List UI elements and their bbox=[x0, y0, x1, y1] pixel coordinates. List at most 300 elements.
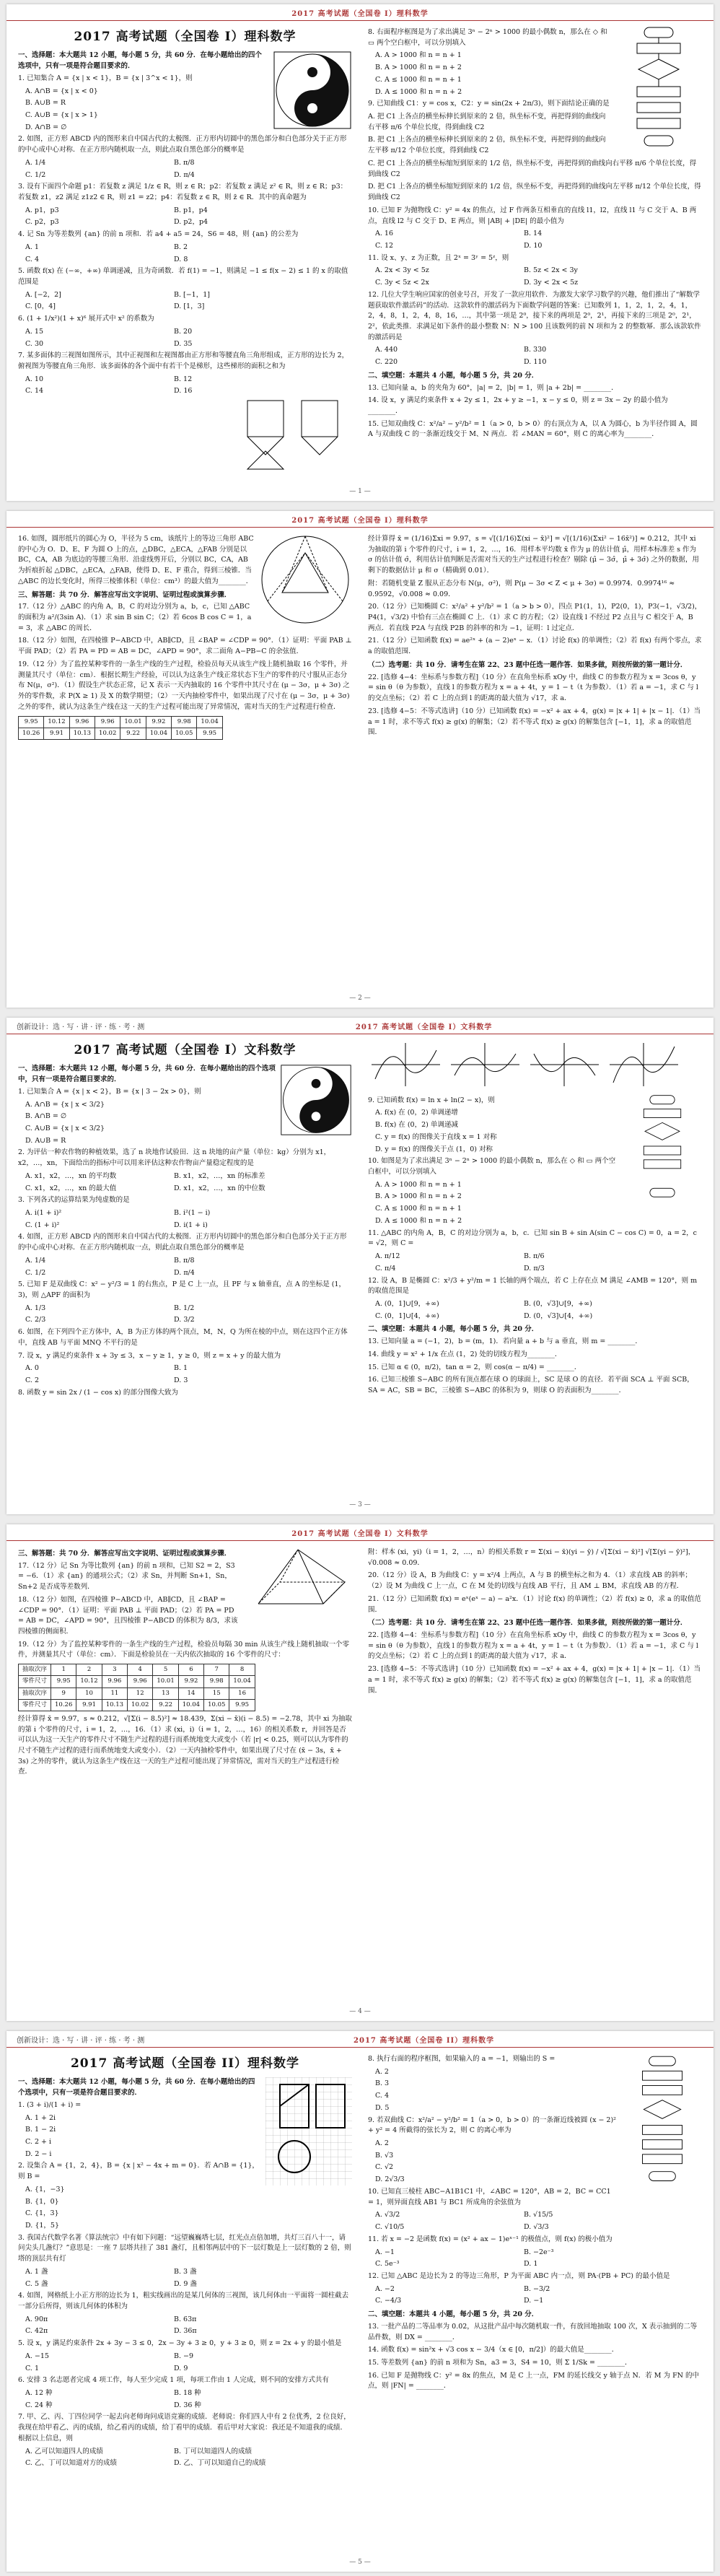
data-table bbox=[18, 716, 223, 740]
question-text: 经计算得 x̄ = 9.97，s ≈ 0.212，√[Σ(i − 8.5)²] ≈ 18.439，Σ(xi − x̄)(i − 8.5) = −2.78，其中 xi 为抽取的第 i 个零件的尺寸，i = 1，2，…，16．（1）求 (xi，i)（i = 1，2，…，16）的相关系数 r，并回答是否可以认为这一天生产的零件尺寸不随生产过程的进行而系统地变大或变小（若 |r| < 0.25，则可以认为零件的尺寸不随生产过程的进行而系统地变大或变小）．（2）一天内抽检零件中，如果出现了尺寸在 (x̄ − 3s，x̄ + 3s) 之外的零件，就认为这条生产线在这一天的生产过程可能出现了异常情况，需对当天的生产过程进行检查． bbox=[18, 1714, 352, 1776]
answer-option: D. A ≤ 1000 和 n = n + 2 bbox=[375, 87, 462, 96]
question-text: 9. 已知函数 f(x) = ln x + ln(2 − x)，则 bbox=[368, 1096, 495, 1104]
answer-option: D. 3/2 bbox=[174, 1316, 195, 1324]
question-text: 1. (3 + i)/(1 + i) = bbox=[18, 2100, 82, 2109]
page-4 bbox=[6, 1524, 714, 2021]
question-text: 3. 下列各式的运算结果为纯虚数的是 bbox=[18, 1196, 130, 1205]
table-cell: 10.13 bbox=[102, 1699, 127, 1711]
answer-option: D. √3/3 bbox=[524, 2223, 549, 2232]
question-text: 15. 已知 α ∈ (0，π/2)，tan α = 2，则 cos(α − π/4) = ________． bbox=[368, 1363, 581, 1371]
table-cell: 9.98 bbox=[204, 1676, 229, 1688]
table-cell: 零件尺寸 bbox=[19, 1699, 51, 1711]
flowchart-figure bbox=[615, 26, 702, 152]
answer-option: B. −9 bbox=[174, 2352, 194, 2360]
answer-options bbox=[18, 2447, 352, 2469]
function-graphs-figure bbox=[368, 1039, 685, 1090]
answer-options bbox=[18, 327, 352, 349]
answer-option: A. π/12 bbox=[375, 1252, 400, 1261]
answer-options bbox=[368, 51, 611, 97]
question-text: 13. 已知向量 a = (−1，2)，b = (m，1)．若向量 a + b 与 a 垂直，则 m = ________． bbox=[368, 1337, 642, 1346]
answer-option: A. −2 bbox=[375, 2284, 395, 2293]
table-cell: 5 bbox=[153, 1664, 178, 1676]
answer-option: C. A ≤ 1000 和 n = n + 1 bbox=[375, 1205, 462, 1213]
table-cell: 9 bbox=[51, 1688, 76, 1699]
question-text: 14. 函数 f(x) = sin²x + √3 cos x − 3/4（x ∈ [0，π/2]）的最大值是________． bbox=[368, 2346, 619, 2354]
answer-option: A. 1/4 bbox=[25, 1256, 46, 1265]
table-cell: 10.04 bbox=[229, 1676, 255, 1688]
answer-options bbox=[368, 2067, 618, 2114]
table-cell: 10.12 bbox=[76, 1676, 102, 1688]
page-header bbox=[6, 1524, 714, 1541]
answer-option: C. 1/2 bbox=[25, 170, 46, 179]
table-cell: 抽取次序 bbox=[19, 1664, 51, 1676]
question-text: 23. [选修 4−5：不等式选讲]（10 分）已知函数 f(x) = −x² + ax + 4，g(x) = |x + 1| + |x − 1|．（1）当 a = 1 时，求不等式 f(x) ≥ g(x) 的解集；（2）若不等式 f(x) ≥ g(x) 的解集包含 [−1，1]，求 a 的取值范围． bbox=[368, 1665, 701, 1695]
answer-option: C. 220 bbox=[375, 358, 398, 367]
answer-option: A. 15 bbox=[25, 327, 43, 336]
answer-options bbox=[368, 1180, 618, 1227]
answer-options bbox=[18, 1171, 352, 1194]
table-cell: 2 bbox=[76, 1664, 102, 1676]
pyramid-figure bbox=[244, 1546, 352, 1618]
question-text: 4. 如图，正方形 ABCD 内的图形来自中国古代的太极图．正方形内切圆中的黑色部分和白色部分关于正方形的中心成中心对称．在正方形内随机取一点，则此点取自黑色部分的概率是 bbox=[18, 1233, 347, 1252]
right-column bbox=[368, 26, 702, 476]
answer-option: D. 2√3/3 bbox=[375, 2175, 405, 2184]
table-cell: 9.96 bbox=[95, 716, 120, 728]
right-column bbox=[368, 2053, 702, 2547]
answer-option: D. 8 bbox=[174, 255, 188, 263]
answer-option: B. −3/2 bbox=[524, 2284, 550, 2293]
section-heading: 二、填空题：本题共 4 小题，每小题 5 分，共 20 分． bbox=[368, 1325, 539, 1334]
grid-three-view-figure bbox=[265, 2077, 352, 2186]
question-text: 3. 设有下面四个命题 p1：若复数 z 满足 1/z ∈ R，则 z ∈ R；p2：若复数 z 满足 z² ∈ R，则 z ∈ R；p3：若复数 z1，z2 满足 z1z2 ∈ R，则 z1 = z2；p4：若复数 z ∈ R，则 z̄ ∈ R．其中的真命题为 bbox=[18, 183, 348, 201]
answer-option: C. (1 + i)² bbox=[25, 1221, 60, 1229]
table-cell: 10 bbox=[76, 1688, 102, 1699]
section-heading: 一、选择题：本大题共 12 小题，每小题 5 分，共 60 分．在每小题给出的四个选项中，只有一项是符合题目要求的． bbox=[18, 51, 262, 71]
question-text: 12. 几位大学生响应国家的创业号召，开发了一款应用软件．为激发大家学习数学的兴趣，他们推出了“解数学题获取软件激活码”的活动．这款软件的激活码为下面数学问题的答案：已知数列 1，1，2，1，2，4，1，2，4，8，1，2，4，8，16，…，其中第一项是 2⁰，接下来的两项是 2⁰，2¹，再接下来的三项是 2⁰，2¹，2²，依此类推．求满足如下条件的最小整数 N：N > 100 且该数列的前 N 项和为 2 的整数幂．那么该款软件的激活码是 bbox=[368, 290, 701, 341]
table-row bbox=[19, 1676, 255, 1688]
question-text: 12. 已知 △ABC 是边长为 2 的等边三角形，P 为平面 ABC 内一点，则 PA·(PB + PC) 的最小值是 bbox=[368, 2271, 670, 2280]
table-cell: 10.02 bbox=[95, 728, 120, 739]
question-text: 19.（12 分）为了监控某种零件的一条生产线的生产过程，检验员每隔 30 min 从该生产线上随机抽取一个零件，并测量其尺寸（单位：cm）．下面是检验员在一天内依次抽取的 16 个零件的尺寸： bbox=[18, 1640, 350, 1659]
answer-option: C. 2 + i bbox=[25, 2137, 52, 2146]
page-header bbox=[6, 2031, 714, 2048]
table-cell: 3 bbox=[102, 1664, 127, 1676]
answer-option: D. 9 bbox=[174, 2364, 188, 2372]
answer-option: A. A > 1000 和 n = n + 1 bbox=[375, 51, 462, 60]
question-text: 4. 记 Sn 为等差数列 {an} 的前 n 项和．若 a4 + a5 = 24，S6 = 48，则 {an} 的公差为 bbox=[18, 230, 299, 239]
question-text: 6. 如图，在下列四个正方体中，A，B 为正方体的两个顶点，M，N，Q 为所在棱的中点，则在这四个正方体中，直线 AB 与平面 MNQ 不平行的是 bbox=[18, 1328, 348, 1347]
table-cell: 9.95 bbox=[197, 728, 222, 739]
answer-option: D. 110 bbox=[524, 358, 547, 367]
header-title: 2017 高考试题（全国卷 I）理科数学 bbox=[291, 9, 429, 18]
question-text: 8. 右面程序框图是为了求出满足 3ⁿ − 2ⁿ > 1000 的最小偶数 n，那么在 ◇ 和 ▭ 两个空白框中，可以分别填入 bbox=[368, 28, 607, 47]
answer-options bbox=[18, 2113, 261, 2160]
question-text: 10. 已知 F 为抛物线 C：y² = 4x 的焦点，过 F 作两条互相垂直的直线 l1，l2，直线 l1 与 C 交于 A、B 两点，直线 l2 与 C 交于 D、E 两点，则 |AB| + |DE| 的最小值为 bbox=[368, 206, 697, 225]
flowchart-figure bbox=[623, 2053, 702, 2190]
table-cell: 10.05 bbox=[204, 1699, 229, 1711]
answer-option: A. 1 bbox=[25, 243, 39, 251]
answer-option: A. [−2，2] bbox=[25, 290, 61, 299]
question-text: A. 把 C1 上各点的横坐标伸长到原来的 2 倍，纵坐标不变，再把得到的曲线向右平移 π/6 个单位长度，得到曲线 C2 bbox=[368, 113, 606, 131]
answer-option: A. i(1 + i)² bbox=[25, 1208, 62, 1217]
table-cell: 10.26 bbox=[51, 1699, 76, 1711]
table-cell: 抽取次序 bbox=[19, 1688, 51, 1699]
answer-option: A. 乙可以知道四人的成绩 bbox=[25, 2447, 103, 2455]
table-row bbox=[19, 728, 223, 739]
answer-option: C. 4 bbox=[25, 255, 40, 263]
question-text: 8. 函数 y = sin 2x / (1 − cos x) 的部分图像大致为 bbox=[18, 1388, 178, 1397]
answer-option: A. f(x) 在 (0，2) 单调递增 bbox=[375, 1109, 458, 1117]
answer-option: D. p2，p4 bbox=[174, 218, 208, 227]
answer-option: C. 1/2 bbox=[25, 1268, 46, 1277]
page-footer: — 1 — bbox=[349, 488, 371, 495]
table-cell: 7 bbox=[204, 1664, 229, 1676]
question-text: 8. 执行右面的程序框图，如果输入的 a = −1，则输出的 S = bbox=[368, 2055, 556, 2063]
answer-option: C. π/4 bbox=[375, 1264, 396, 1272]
answer-option: D. π/4 bbox=[174, 1268, 195, 1277]
table-cell: 10.04 bbox=[178, 1699, 203, 1711]
table-row bbox=[19, 1688, 255, 1699]
answer-options bbox=[18, 1208, 352, 1231]
taiji-figure bbox=[280, 1064, 352, 1136]
header-title: 2017 高考试题（全国卷 I）文科数学 bbox=[291, 1529, 429, 1538]
table-cell: 9.91 bbox=[44, 728, 69, 739]
answer-option: B. 12 bbox=[174, 375, 193, 383]
question-text: 22. [选修 4−4：坐标系与参数方程]（10 分）在直角坐标系 xOy 中，曲线 C 的参数方程为 x = 3cos θ，y = sin θ（θ 为参数），直线 l 的参数方程为 x = a + 4t，y = 1 − t（t 为参数）．（1）若 a = −1，求 C 与 l 的交点坐标；（2）若 C 上的点到 l 的距离的最大值为 √17，求 a． bbox=[368, 1631, 698, 1661]
left-column bbox=[18, 533, 352, 983]
answer-options bbox=[368, 2248, 702, 2270]
answer-option: B. 63π bbox=[174, 2315, 197, 2323]
question-text: 7. 设 x，y 满足约束条件 x + 3y ≤ 3，x − y ≥ 1，y ≥ 0，则 z = x + y 的最大值为 bbox=[18, 1351, 281, 1360]
answer-option: D. 3 bbox=[174, 1376, 188, 1385]
page-footer: — 2 — bbox=[349, 995, 371, 1002]
answer-option: A. 440 bbox=[375, 346, 398, 354]
answer-option: A. x1，x2，…，xn 的平均数 bbox=[25, 1171, 117, 1180]
answer-option: A. 90π bbox=[25, 2315, 48, 2323]
table-cell: 12 bbox=[128, 1688, 153, 1699]
answer-option: C. [0，4] bbox=[25, 302, 56, 311]
answer-option: C. √2 bbox=[375, 2163, 394, 2172]
question-text: 1. 已知集合 A = {x | x < 2}，B = {x | 3 − 2x > 0}，则 bbox=[18, 1087, 201, 1096]
question-text: 经计算得 x̄ = (1/16)Σxi = 9.97，s = √[(1/16)Σ(xi − x̄)²] = √[(1/16)(Σxi² − 16x̄²)] ≈ 0.212，其中 xi 为抽取的第 i 个零件的尺寸，i = 1，2，…，16．用样本平均数 x̄ 作为 μ 的估计值 μ̂，用样本标准差 s 作为 σ 的估计值 σ̂，利用估计值判断是否需对当天的生产过程进行检查？剔除 (μ̂ − 3σ̂，μ̂ + 3σ̂) 之外的数据，用剩下的数据估计 μ 和 σ（精确到 0.01）． bbox=[368, 535, 699, 575]
answer-option: D. i(1 + i) bbox=[174, 1221, 208, 1229]
table-cell: 1 bbox=[51, 1664, 76, 1676]
table-cell: 11 bbox=[102, 1688, 127, 1699]
answer-option: C. 12 bbox=[375, 241, 394, 250]
answer-option: C. p2，p3 bbox=[25, 218, 59, 227]
three-view-figure bbox=[244, 397, 352, 476]
question-text: 5. 设 x，y 满足约束条件 2x + 3y − 3 ≤ 0，2x − 3y + 3 ≥ 0，y + 3 ≥ 0，则 z = 2x + y 的最小值是 bbox=[18, 2339, 342, 2348]
answer-options bbox=[368, 1299, 702, 1322]
question-list-right bbox=[368, 1547, 702, 1696]
question-text: 13. 一批产品的二等品率为 0.02，从这批产品中每次随机取一件，有放回地抽取 100 次，X 表示抽到的二等品件数，则 DX = ________． bbox=[368, 2322, 698, 2341]
table-cell: 10.01 bbox=[153, 1676, 178, 1688]
table-cell: 10.13 bbox=[69, 728, 95, 739]
answer-option: A. −1 bbox=[375, 2248, 395, 2256]
table-cell: 9.92 bbox=[146, 716, 171, 728]
answer-option: B. 1 bbox=[174, 1364, 188, 1373]
answer-options bbox=[368, 345, 702, 367]
answer-option: D. π/4 bbox=[174, 170, 195, 179]
table-cell: 14 bbox=[178, 1688, 203, 1699]
question-text: 15. 等差数列 {an} 的前 n 项和为 Sn，a3 = 3，S4 = 10，则 Σ 1/Sk = ________． bbox=[368, 2358, 632, 2367]
answer-options bbox=[18, 243, 352, 265]
answer-option: A. 1 盏 bbox=[25, 2267, 48, 2276]
answer-option: D. (0，√3]∪[4，+∞) bbox=[524, 1311, 593, 1320]
answer-option: C. 42π bbox=[25, 2327, 48, 2336]
answer-options bbox=[18, 2267, 352, 2289]
answer-options bbox=[18, 1304, 352, 1326]
table-cell: 10.04 bbox=[197, 716, 222, 728]
table-cell: 13 bbox=[153, 1688, 178, 1699]
answer-option: B. 5z < 2x < 3y bbox=[524, 266, 578, 275]
question-list-right bbox=[368, 534, 702, 738]
answer-options bbox=[368, 1252, 702, 1274]
question-text: 17.（12 分）△ABC 的内角 A，B，C 的对边分别为 a，b，c，已知 △ABC 的面积为 a²/(3sin A)．（1）求 sin B sin C；（2）若 6cos B cos C = 1，a = 3，求 △ABC 的周长． bbox=[18, 603, 252, 632]
answer-option: A. 1/4 bbox=[25, 158, 46, 167]
question-text: 13. 已知向量 a，b 的夹角为 60°，|a| = 2，|b| = 1，则 |a + 2b| = ________． bbox=[368, 383, 618, 392]
question-text: 22. [选修 4−4：坐标系与参数方程]（10 分）在直角坐标系 xOy 中，曲线 C 的参数方程为 x = 3cos θ，y = sin θ（θ 为参数），直线 l 的参数方程为 x = a + 4t，y = 1 − t（t 为参数）．（1）若 a = −1，求 C 与 l 的交点坐标；（2）若 C 上的点到 l 的距离的最大值为 √17，求 a． bbox=[368, 673, 698, 703]
question-text: 附：样本 (xi，yi)（i = 1，2，…，n）的相关系数 r = Σ(xi − x̄)(yi − ȳ) / √[Σ(xi − x̄)²] √[Σ(yi − ȳ)²]，√0.008 ≈ 0.09． bbox=[368, 1548, 695, 1567]
answer-options bbox=[18, 206, 352, 228]
question-text: 2. 为评估一种农作物的种植效果，选了 n 块地作试验田．这 n 块地的亩产量（单位：kg）分别为 x1，x2，…，xn，下面给出的指标中可以用来评估这种农作物亩产量稳定程度的是 bbox=[18, 1148, 331, 1168]
answer-option: D. x1，x2，…，xn 的中位数 bbox=[174, 1184, 265, 1192]
table-cell: 15 bbox=[204, 1688, 229, 1699]
answer-option: B. 330 bbox=[524, 346, 547, 354]
question-text: 2. 设集合 A = {1，2，4}，B = {x | x² − 4x + m = 0}．若 A∩B = {1}，则 B = bbox=[18, 2162, 259, 2181]
question-text: 10. 已知直三棱柱 ABC−A1B1C1 中，∠ABC = 120°，AB = 2，BC = CC1 = 1，则异面直线 AB1 与 BC1 所成角的余弦值为 bbox=[368, 2187, 611, 2206]
answer-option: D. 36 种 bbox=[174, 2401, 201, 2409]
answer-option: D. [1，3] bbox=[174, 302, 205, 311]
answer-option: C. A ≤ 1000 和 n = n + 1 bbox=[375, 75, 462, 84]
question-text: 6. (1 + 1/x²)(1 + x)⁶ 展开式中 x² 的系数为 bbox=[18, 315, 154, 323]
exam-title: 2017 高考试题（全国卷 I）文科数学 bbox=[74, 1043, 297, 1057]
answer-options bbox=[18, 2388, 352, 2411]
table-cell: 9.96 bbox=[102, 1676, 127, 1688]
answer-option: C. A∪B = {x | x > 1} bbox=[25, 110, 98, 119]
answer-option: A. √3/2 bbox=[375, 2211, 400, 2219]
question-text: 21.（12 分）已知函数 f(x) = eˣ(eˣ − a) − a²x．（1）讨论 f(x) 的单调性；（2）若 f(x) ≥ 0，求 a 的取值范围． bbox=[368, 1594, 701, 1614]
right-column bbox=[368, 533, 702, 983]
question-list-left-2 bbox=[18, 1714, 352, 1778]
answer-option: C. {1，3} bbox=[25, 2209, 59, 2218]
question-text: 23. [选修 4−5：不等式选讲]（10 分）已知函数 f(x) = −x² + ax + 4，g(x) = |x + 1| + |x − 1|．（1）当 a = 1 时，求不等式 f(x) ≥ g(x) 的解集；（2）若不等式 f(x) ≥ g(x) 的解集包含 [−1，1]，求 a 的取值范围． bbox=[368, 707, 701, 737]
table-cell: 6 bbox=[178, 1664, 203, 1676]
table-cell: 9.95 bbox=[229, 1699, 255, 1711]
answer-option: B. π/6 bbox=[524, 1252, 545, 1261]
question-text: 11. 若 x = −2 是函数 f(x) = (x² + ax − 1)eˣ⁻¹ 的极值点，则 f(x) 的极小值为 bbox=[368, 2235, 613, 2243]
answer-option: A. 12 种 bbox=[25, 2389, 53, 2398]
answer-option: D. 35 bbox=[174, 339, 193, 348]
answer-option: A. −15 bbox=[25, 2352, 49, 2360]
answer-option: D. 10 bbox=[524, 241, 543, 250]
answer-option: D. y = f(x) 的图像关于点 (1，0) 对称 bbox=[375, 1145, 493, 1153]
answer-options bbox=[368, 266, 702, 288]
answer-option: C. y = f(x) 的图像关于直线 x = 1 对称 bbox=[375, 1132, 497, 1141]
table-cell: 9.22 bbox=[120, 728, 146, 739]
answer-option: B. (0，√3]∪[9，+∞) bbox=[524, 1299, 592, 1308]
answer-option: C. 5 盏 bbox=[25, 2279, 48, 2288]
answer-option: D. 36π bbox=[174, 2327, 197, 2336]
answer-option: A. p1，p3 bbox=[25, 206, 59, 214]
answer-option: D. {1，5} bbox=[25, 2221, 59, 2230]
page-5 bbox=[6, 2031, 714, 2572]
question-text: 11. △ABC 的内角 A，B，C 的对边分别为 a，b，c．已知 sin B + sin A(sin C − cos C) = 0，a = 2，c = √2，则 C = bbox=[368, 1228, 697, 1248]
answer-option: A. 1/3 bbox=[25, 1304, 46, 1312]
section-heading: 三、解答题：共 70 分．解答应写出文字说明、证明过程或演算步骤． bbox=[18, 590, 232, 599]
answer-option: C. 1 bbox=[25, 2364, 40, 2372]
exam-title: 2017 高考试题（全国卷 II）理科数学 bbox=[70, 2056, 300, 2071]
answer-option: A. 16 bbox=[375, 230, 393, 238]
question-text: 6. 安排 3 名志愿者完成 4 项工作，每人至少完成 1 项，每项工作由 1 人完成，则不同的安排方式共有 bbox=[18, 2376, 329, 2385]
answer-option: B. 2 bbox=[174, 243, 188, 251]
answer-option: B. 1/2 bbox=[174, 1304, 195, 1312]
answer-option: C. √10/5 bbox=[375, 2223, 405, 2232]
answer-option: A. A > 1000 和 n = n + 1 bbox=[375, 1180, 462, 1189]
answer-options bbox=[368, 1108, 618, 1155]
answer-option: D. 1 bbox=[524, 2260, 538, 2269]
answer-option: C. 5e⁻³ bbox=[375, 2260, 400, 2269]
answer-option: D. 16 bbox=[174, 387, 193, 396]
question-text: 5. 已知 F 是双曲线 C：x² − y²/3 = 1 的右焦点，P 是 C 上一点，且 PF 与 x 轴垂直，点 A 的坐标是 (1，3)，则 △APF 的面积为 bbox=[18, 1280, 346, 1299]
answer-option: D. 3y < 2x < 5z bbox=[524, 279, 579, 287]
page-2 bbox=[6, 511, 714, 1008]
table-cell: 9.92 bbox=[178, 1676, 203, 1688]
answer-option: A. (0，1]∪[9，+∞) bbox=[375, 1299, 439, 1308]
left-column bbox=[18, 1039, 352, 1490]
table-row bbox=[19, 716, 223, 728]
answer-option: B. A∩B = ∅ bbox=[25, 1112, 67, 1121]
table-cell: 10.02 bbox=[128, 1699, 153, 1711]
question-text: 3. 我国古代数学名著《算法统宗》中有如下问题：“远望巍巍塔七层，红光点点倍加增，共灯三百八十一，请问尖头几盏灯？”意思是：一座 7 层塔共挂了 381 盏灯，且相邻两层中的下一层灯数是上一层灯数的 2 倍，则塔的顶层共有灯 bbox=[18, 2233, 351, 2263]
answer-option: C. 24 种 bbox=[25, 2401, 53, 2409]
answer-options bbox=[18, 158, 352, 180]
table-row bbox=[19, 1699, 255, 1711]
answer-option: C. (0，1]∪[4，+∞) bbox=[375, 1311, 439, 1320]
answer-options bbox=[368, 2139, 618, 2186]
answer-option: C. 乙、丁可以知道对方的成绩 bbox=[25, 2459, 117, 2468]
question-text: B. 把 C1 上各点的横坐标伸长到原来的 2 倍，纵坐标不变，再把得到的曲线向左平移 π/12 个单位长度，得到曲线 C2 bbox=[368, 136, 606, 155]
answer-options bbox=[18, 1256, 352, 1278]
circle-triangle-figure bbox=[258, 533, 352, 626]
table-cell: 9.98 bbox=[172, 716, 197, 728]
question-text: 9. 若双曲线 C：x²/a² − y²/b² = 1（a > 0，b > 0）的一条渐近线被圆 (x − 2)² + y² = 4 所截得的弦长为 2，则 C 的离心率为 bbox=[368, 2116, 616, 2135]
table-cell: 9.95 bbox=[51, 1676, 76, 1688]
question-text: 9. 已知曲线 C1：y = cos x，C2：y = sin(2x + 2π/3)，则下面结论正确的是 bbox=[368, 100, 610, 108]
section-heading: 二、填空题：本题共 4 小题，每小题 5 分，共 20 分． bbox=[368, 2310, 539, 2319]
header-title: 2017 高考试题（全国卷 II）理科数学 bbox=[354, 2036, 495, 2045]
answer-option: B. √15/5 bbox=[524, 2211, 553, 2219]
answer-option: A. 1 + 2i bbox=[25, 2113, 56, 2122]
table-cell: 16 bbox=[229, 1688, 255, 1699]
answer-option: B. 14 bbox=[524, 230, 543, 238]
page-footer: — 4 — bbox=[349, 2008, 371, 2015]
answer-option: D. 2 − i bbox=[25, 2149, 52, 2158]
answer-option: B. −2e⁻³ bbox=[524, 2248, 554, 2256]
answer-option: D. −1 bbox=[524, 2297, 544, 2305]
answer-option: C. x1，x2，…，xn 的最大值 bbox=[25, 1184, 117, 1192]
question-text: 20.（12 分）设 A，B 为曲线 C：y = x²/4 上两点，A 与 B 的横坐标之和为 4．（1）求直线 AB 的斜率；（2）设 M 为曲线 C 上一点，C 在 M 处的切线与直线 AB 平行，且 AM ⊥ BM，求直线 AB 的方程． bbox=[368, 1571, 692, 1591]
table-row bbox=[19, 1664, 255, 1676]
table-cell: 10.01 bbox=[120, 716, 146, 728]
answer-option: B. A > 1000 和 n = n + 2 bbox=[375, 64, 462, 72]
answer-options bbox=[18, 87, 268, 134]
answer-option: D. A ≤ 1000 和 n = n + 2 bbox=[375, 1216, 462, 1225]
answer-options bbox=[18, 2315, 352, 2337]
question-text: 附：若随机变量 Z 服从正态分布 N(μ，σ²)，则 P(μ − 3σ < Z < μ + 3σ) = 0.9974．0.9974¹⁶ ≈ 0.9592，√0.008 ≈ 0.09． bbox=[368, 579, 675, 598]
answer-option: C. 30 bbox=[25, 339, 44, 348]
answer-option: C. 14 bbox=[25, 387, 44, 396]
answer-option: B. A∪B = R bbox=[25, 99, 66, 108]
section-heading: 三、解答题：共 70 分．解答应写出文字说明、证明过程或演算步骤． bbox=[18, 1550, 232, 1558]
answer-option: A. 2x < 3y < 5z bbox=[375, 266, 429, 275]
answer-option: B. 3 bbox=[375, 2079, 390, 2088]
answer-option: B. i²(1 − i) bbox=[174, 1208, 211, 1217]
question-text: 4. 如图，网格纸上小正方形的边长为 1，粗实线画出的是某几何体的三视图，该几何体由一平面将一圆柱截去一部分后所得，则该几何体的体积为 bbox=[18, 2292, 349, 2310]
question-text: 16. 已知 F 是抛物线 C：y² = 8x 的焦点，M 是 C 上一点，FM 的延长线交 y 轴于点 N．若 M 为 FN 的中点，则 |FN| = ________． bbox=[368, 2371, 699, 2391]
section-heading: （二）选考题：共 10 分．请考生在第 22、23 题中任选一题作答．如果多做，则按所做的第一题计分． bbox=[368, 1619, 688, 1628]
section-heading: 二、填空题：本题共 4 小题，每小题 5 分，共 20 分． bbox=[368, 371, 539, 380]
page-header bbox=[6, 511, 714, 528]
question-text: 16. 已知三棱锥 S−ABC 的所有顶点都在球 O 的球面上，SC 是球 O 的直径．若平面 SCA ⊥ 平面 SCB，SA = AC，SB = BC，三棱锥 S−ABC 的体积为 9，则球 O 的表面积为________． bbox=[368, 1376, 694, 1394]
answer-option: B. 3 盏 bbox=[174, 2267, 197, 2276]
question-text: D. 把 C1 上各点的横坐标缩短到原来的 1/2 倍，纵坐标不变，再把得到的曲线向左平移 π/12 个单位长度，得到曲线 C2 bbox=[368, 183, 701, 202]
answer-option: B. 丁可以知道四人的成绩 bbox=[174, 2447, 253, 2455]
table-cell: 10.05 bbox=[172, 728, 197, 739]
header-left: 创新设计：选 · 写 · 讲 · 评 · 练 · 考 · 测 bbox=[17, 2036, 145, 2045]
section-heading: 一、选择题：本大题共 12 小题，每小题 5 分，共 60 分．在每小题给出的四个选项中，只有一项是符合题目要求的． bbox=[18, 1065, 276, 1084]
answer-option: B. p1，p4 bbox=[174, 206, 208, 214]
table-cell: 4 bbox=[128, 1664, 153, 1676]
answer-option: A. 2 bbox=[375, 2139, 389, 2148]
question-text: 15. 已知双曲线 C：x²/a² − y²/b² = 1（a > 0，b > 0）的右顶点为 A，以 A 为圆心，b 为半径作圆 A，圆 A 与双曲线 C 的一条渐近线交于 M、N 两点．若 ∠MAN = 60°，则 C 的离心率为________． bbox=[368, 419, 698, 439]
answer-option: A. 0 bbox=[25, 1364, 39, 1373]
question-text: 12. 设 A，B 是椭圆 C：x²/3 + y²/m = 1 长轴的两个端点，若 C 上存在点 M 满足 ∠AMB = 120°，则 m 的取值范围是 bbox=[368, 1276, 698, 1296]
table-cell: 9.91 bbox=[76, 1699, 102, 1711]
answer-option: C. 4 bbox=[375, 2092, 390, 2100]
question-text: 14. 设 x，y 满足约束条件 x + 2y ≤ 1，2x + y ≥ −1，x − y ≤ 0，则 z = 3x − 2y 的最小值为________． bbox=[368, 396, 668, 415]
answer-option: A. 2 bbox=[375, 2067, 389, 2076]
question-text: 16. 如图，圆形纸片的圆心为 O，半径为 5 cm，该纸片上的等边三角形 ABC 的中心为 O．D、E、F 为圆 O 上的点，△DBC，△ECA，△FAB 分别是以 BC，CA，AB 为底边的等腰三角形．沿虚线剪开后，分别以 BC，CA，AB 为折痕折起 △DBC，△ECA，△FAB，使得 D、E、F 重合，得到三棱锥．当 △ABC 的边长变化时，所得三棱锥体积（单位：cm³）的最大值为________． bbox=[18, 535, 254, 585]
table-cell: 9.96 bbox=[69, 716, 95, 728]
answer-option: A. {1，−3} bbox=[25, 2185, 65, 2193]
flowchart-figure bbox=[623, 1094, 702, 1202]
section-heading: （二）选考题：共 10 分．请考生在第 22、23 题中任选一题作答．如果多做，则按所做的第一题计分． bbox=[368, 660, 688, 669]
data-table bbox=[18, 1664, 255, 1711]
answer-option: D. 乙、丁可以知道自己的成绩 bbox=[174, 2459, 266, 2468]
right-column bbox=[368, 1039, 702, 1490]
answer-option: B. [−1，1] bbox=[174, 290, 210, 299]
table-cell: 9.95 bbox=[19, 716, 44, 728]
question-text: 18.（12 分）如图，在四棱锥 P−ABCD 中，AB∥CD，且 ∠BAP = ∠CDP = 90°．（1）证明：平面 PAB ⊥ 平面 PAD；（2）若 PA = PD = AB = DC，∠APD = 90°，求二面角 A−PB−C 的余弦值． bbox=[18, 637, 352, 656]
answer-option: C. A∪B = {x | x < 3/2} bbox=[25, 1124, 105, 1132]
answer-options bbox=[18, 1363, 352, 1386]
answer-option: B. {1，0} bbox=[25, 2197, 59, 2206]
answer-option: B. √3 bbox=[375, 2151, 394, 2160]
answer-option: B. f(x) 在 (0，2) 单调递减 bbox=[375, 1121, 458, 1130]
answer-option: D. A∪B = R bbox=[25, 1136, 66, 1145]
question-text: 7. 甲、乙、丙、丁四位同学一起去向老师询问成语竞赛的成绩．老师说：你们四人中有 2 位优秀，2 位良好，我现在给甲看乙、丙的成绩，给乙看丙的成绩，给丁看甲的成绩．看后甲对大家说：我还是不知道我的成绩．根据以上信息，则 bbox=[18, 2413, 351, 2442]
answer-option: A. A∩B = {x | x < 0} bbox=[25, 87, 98, 95]
exam-title: 2017 高考试题（全国卷 I）理科数学 bbox=[74, 30, 297, 44]
header-title: 2017 高考试题（全国卷 I）文科数学 bbox=[355, 1023, 493, 1031]
answer-options bbox=[18, 2352, 352, 2374]
header-title: 2017 高考试题（全国卷 I）理科数学 bbox=[291, 516, 429, 525]
taiji-figure bbox=[273, 51, 352, 130]
answer-options bbox=[18, 2185, 261, 2232]
question-text: 7. 某多面体的三视图如图所示，其中正视图和左视图都由正方形和等腰直角三角形组成，正方形的边长为 2，俯视图为等腰直角三角形．该多面体的各个面中有若干个是梯形，这些梯形的面积之和为 bbox=[18, 352, 349, 371]
answer-options bbox=[368, 229, 702, 251]
